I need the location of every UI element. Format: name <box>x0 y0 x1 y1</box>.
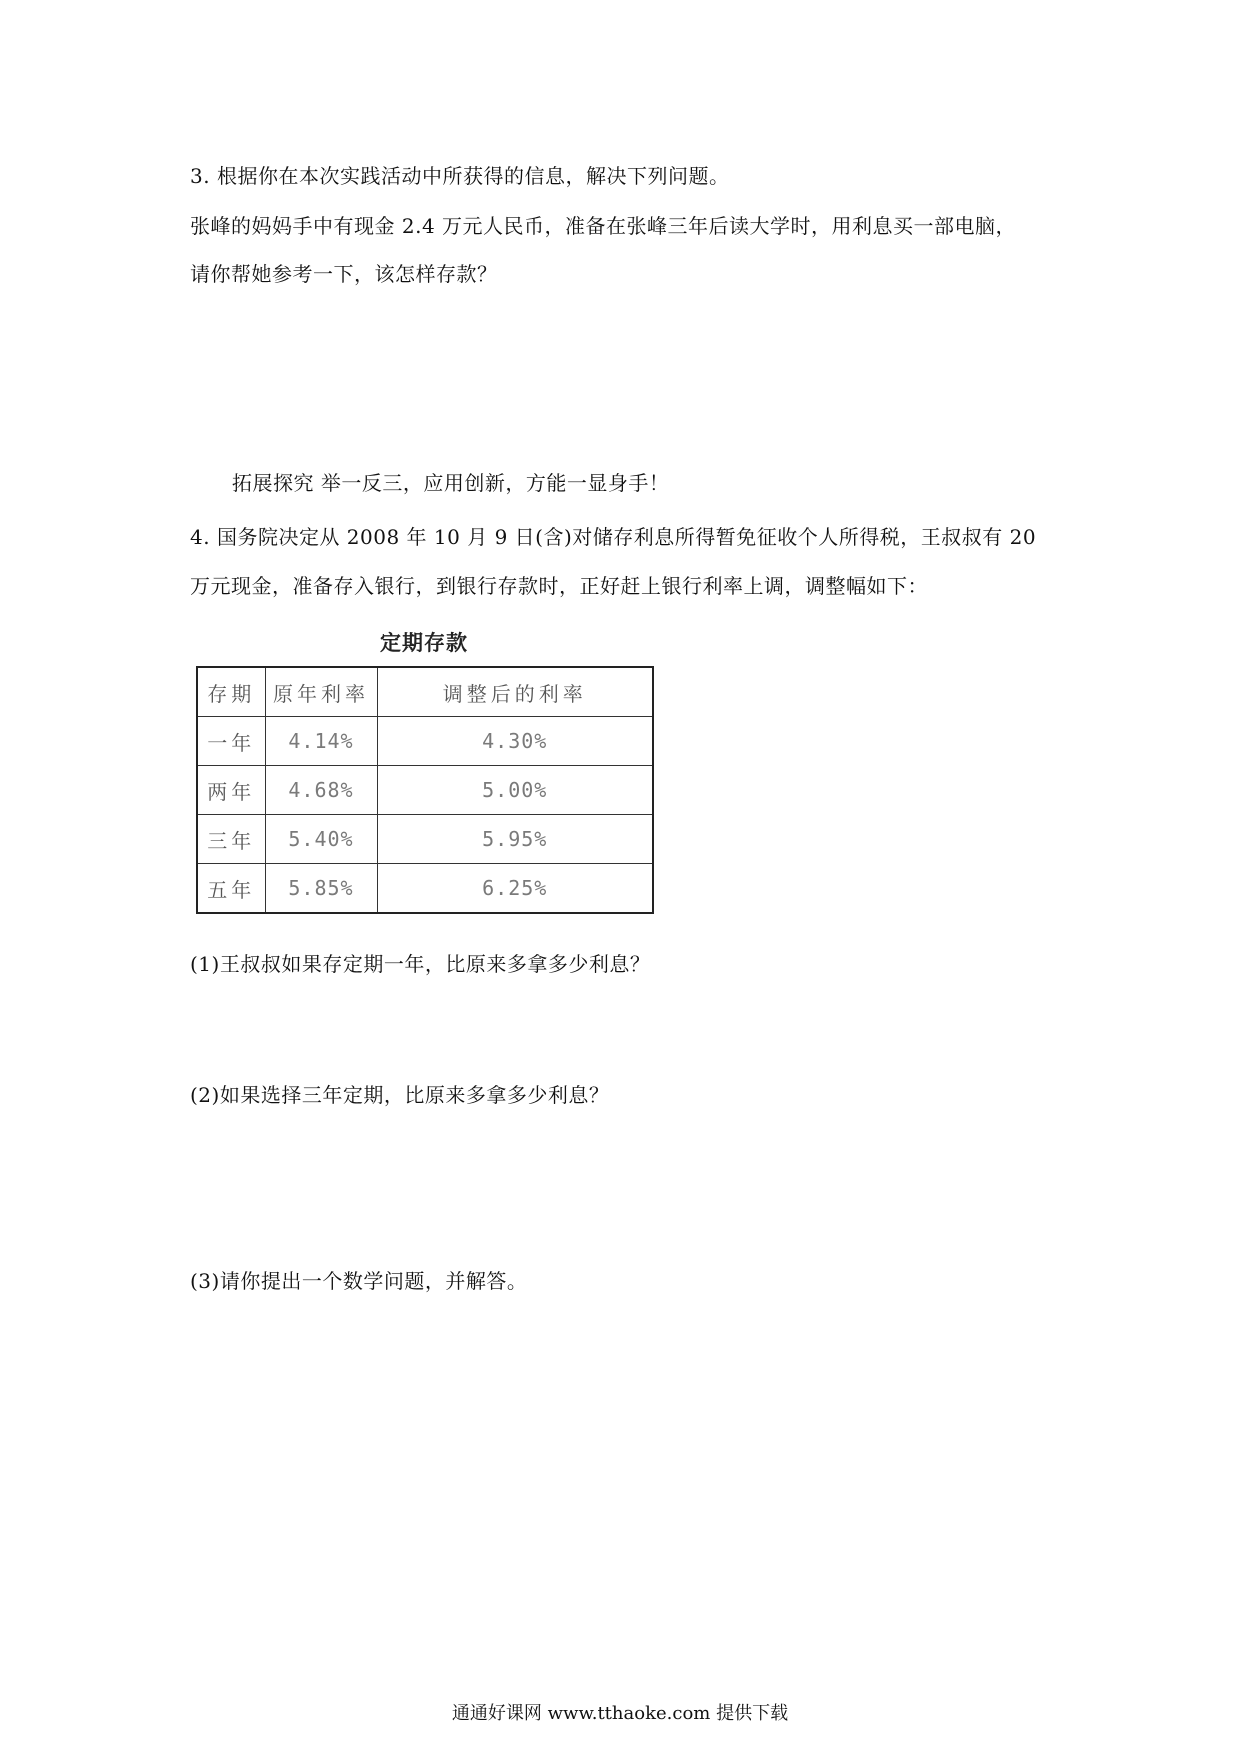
deposit-rate-table <box>196 666 654 914</box>
question-3-body-line-2: 请你帮她参考一下，该怎样存款？ <box>190 262 498 286</box>
table-header-row <box>197 667 653 717</box>
adjusted-rate-cell: 6.25% <box>377 864 653 914</box>
original-rate-cell: 4.14% <box>265 717 377 766</box>
table-row <box>197 864 653 914</box>
question-3-body-line-1: 张峰的妈妈手中有现金 2.4 万元人民币，准备在张峰三年后读大学时，用利息买一部电脑， <box>190 214 1017 238</box>
header-adjusted-rate: 调整后的利率 <box>377 667 653 717</box>
question-4-subquestion-3: (3)请你提出一个数学问题，并解答。 <box>190 1269 528 1293</box>
table-row <box>197 717 653 766</box>
question-4-body-line-2: 万元现金，准备存入银行，到银行存款时，正好赶上银行利率上调，调整幅如下： <box>190 574 928 598</box>
adjusted-rate-cell: 4.30% <box>377 717 653 766</box>
header-term: 存期 <box>197 667 265 717</box>
table-row <box>197 815 653 864</box>
original-rate-cell: 5.85% <box>265 864 377 914</box>
original-rate-cell: 4.68% <box>265 766 377 815</box>
original-rate-cell: 5.40% <box>265 815 377 864</box>
question-4-subquestion-1: (1)王叔叔如果存定期一年，比原来多拿多少利息？ <box>190 952 651 976</box>
question-3-title: 3. 根据你在本次实践活动中所获得的信息，解决下列问题。 <box>190 164 730 188</box>
adjusted-rate-cell: 5.00% <box>377 766 653 815</box>
header-original-rate: 原年利率 <box>265 667 377 717</box>
table-row <box>197 766 653 815</box>
term-cell: 五年 <box>197 864 265 914</box>
term-cell: 三年 <box>197 815 265 864</box>
term-cell: 一年 <box>197 717 265 766</box>
question-4-body-line-1: 4. 国务院决定从 2008 年 10 月 9 日(含)对储存利息所得暂免征收个人所得税，王叔叔有 20 <box>190 525 1037 549</box>
page-footer: 通通好课网 www.tthaoke.com 提供下载 <box>451 1703 789 1724</box>
deposit-table-title: 定期存款 <box>380 631 468 655</box>
question-4-subquestion-2: (2)如果选择三年定期，比原来多拿多少利息？ <box>190 1083 610 1107</box>
adjusted-rate-cell: 5.95% <box>377 815 653 864</box>
term-cell: 两年 <box>197 766 265 815</box>
extension-section-heading: 拓展探究 举一反三，应用创新，方能一显身手！ <box>232 471 670 495</box>
